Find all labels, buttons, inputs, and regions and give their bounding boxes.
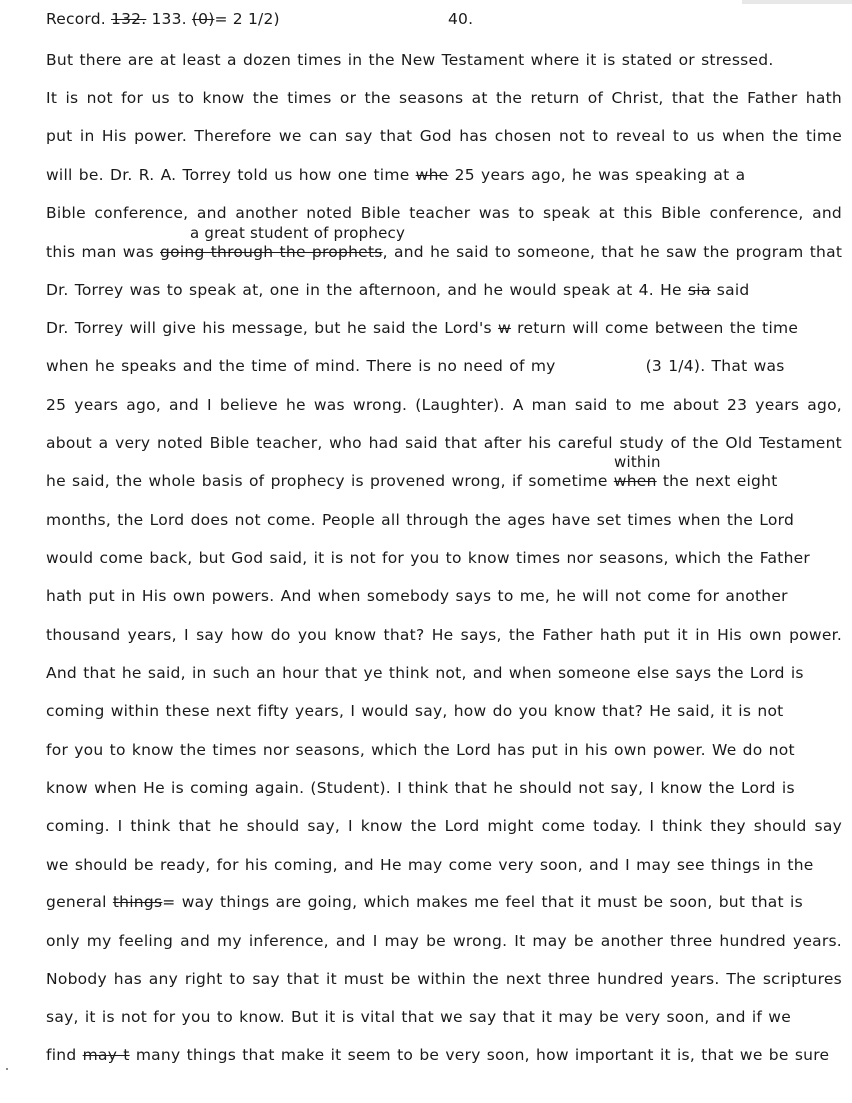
text-line-24: only my feeling and my inference, and I may be wrong. It may be another three hundred years. xyxy=(46,932,842,950)
text-line-27 xyxy=(46,1046,842,1064)
text-line-1: But there are at least a dozen times in the New Testament where it is stated or stressed. xyxy=(46,51,774,69)
record-time: = 2 1/2) xyxy=(214,10,280,28)
text-segment: general xyxy=(46,893,113,911)
scan-edge-mark xyxy=(742,0,852,4)
record-struck-2: (0) xyxy=(191,10,215,28)
text-segment: said xyxy=(710,281,750,299)
struck-word: may t xyxy=(82,1046,130,1064)
tape-time-marker: (3 1/4). That was xyxy=(645,357,785,375)
struck-word: whe xyxy=(415,166,449,184)
text-segment: = way things are going, which makes me feel that it must be soon, but that is xyxy=(162,893,803,911)
text-line-14: would come back, but God said, it is not for you to know times nor seasons, which the Father xyxy=(46,549,811,567)
text-line-25: Nobody has any right to say that it must be within the next three hundred years. The scriptures xyxy=(46,970,842,988)
text-line-22: we should be ready, for his coming, and He may come very soon, and I may see things in the xyxy=(46,856,814,874)
text-segment: will be. Dr. R. A. Torrey told us how one time xyxy=(46,166,416,184)
text-segment: when he speaks and the time of mind. There is no need of my xyxy=(46,357,556,375)
text-segment: 25 years ago, he was speaking at a xyxy=(448,166,746,184)
text-line-4 xyxy=(46,166,842,184)
text-segment: many things that make it seem to be very soon, how important it is, that we be sure xyxy=(129,1046,830,1064)
text-segment: , and he said to someone, that he saw the program that xyxy=(382,243,843,261)
record-struck: 132. xyxy=(111,10,147,28)
text-line-5: Bible conference, and another noted Bible teacher was to speak at this Bible conference, and xyxy=(46,204,842,222)
text-line-17: And that he said, in such an hour that ye think not, and when someone else says the Lord is xyxy=(46,664,804,682)
inserted-correction: a great student of prophecy xyxy=(190,224,406,242)
text-segment: return will come between the time xyxy=(510,319,799,337)
text-segment: this man was xyxy=(46,243,160,261)
text-line-8 xyxy=(46,319,842,337)
struck-word: sia xyxy=(687,281,711,299)
text-segment: Dr. Torrey was to speak at, one in the afternoon, and he would speak at 4. He xyxy=(46,281,688,299)
text-line-21: coming. I think that he should say, I know the Lord might come today. I think they should say xyxy=(46,817,842,835)
struck-word: when xyxy=(613,472,657,490)
record-reference xyxy=(46,10,280,28)
text-segment: Dr. Torrey will give his message, but he said the Lord's xyxy=(46,319,499,337)
text-line-19: for you to know the times nor seasons, which the Lord has put in his own power. We do not xyxy=(46,741,795,759)
text-line-18: coming within these next fifty years, I would say, how do you know that? He said, it is not xyxy=(46,702,784,720)
text-line-26: say, it is not for you to know. But it is vital that we say that it may be very soon, and if we xyxy=(46,1008,791,1026)
text-line-11: about a very noted Bible teacher, who had said that after his careful study of the Old Testament xyxy=(46,434,842,452)
text-line-20: know when He is coming again. (Student). I think that he should not say, I know the Lord is xyxy=(46,779,795,797)
text-line-23 xyxy=(46,893,842,911)
text-line-16: thousand years, I say how do you know that? He says, the Father hath put it in His own power. xyxy=(46,626,842,644)
record-label: Record. xyxy=(46,10,112,28)
inserted-correction: within xyxy=(614,453,661,471)
text-line-3: put in His power. Therefore we can say that God has chosen not to reveal to us when the time xyxy=(46,127,842,145)
scan-speck xyxy=(6,1068,8,1070)
text-line-2: It is not for us to know the times or the seasons at the return of Christ, that the Father hath xyxy=(46,89,842,107)
text-line-13: months, the Lord does not come. People all through the ages have set times when the Lord xyxy=(46,511,795,529)
struck-phrase: going through the prophets xyxy=(160,243,383,261)
text-segment: he said, the whole basis of prophecy is provened wrong, if sometime xyxy=(46,472,614,490)
record-number: 133. xyxy=(146,10,192,28)
page-number: 40. xyxy=(448,10,474,28)
text-line-15: hath put in His own powers. And when somebody says to me, he will not come for another xyxy=(46,587,788,605)
page-header xyxy=(46,10,474,28)
text-line-7 xyxy=(46,281,842,299)
text-line-9 xyxy=(46,357,842,375)
struck-word: things xyxy=(112,893,163,911)
text-line-10: 25 years ago, and I believe he was wrong. (Laughter). A man said to me about 23 years ago, xyxy=(46,396,842,414)
struck-letter: w xyxy=(498,319,511,337)
text-line-6 xyxy=(46,243,842,261)
text-segment: find xyxy=(46,1046,83,1064)
text-segment: the next eight xyxy=(656,472,778,490)
text-line-12 xyxy=(46,472,842,490)
